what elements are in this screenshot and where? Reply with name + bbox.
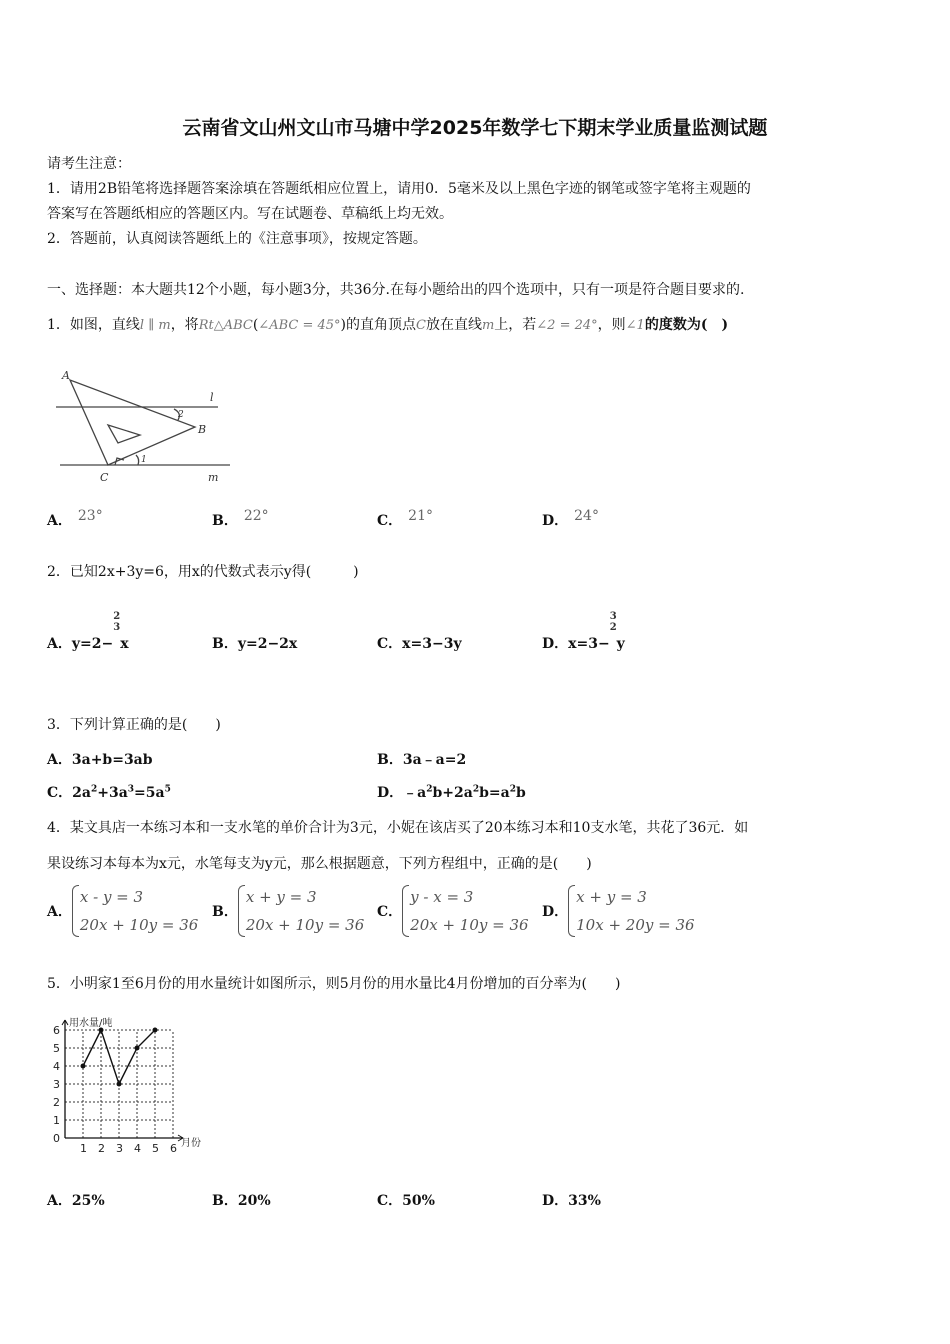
notice-item-2: 2．答题前，认真阅读答题纸上的《注意事项》，按规定答题。 xyxy=(47,231,427,247)
fraction-2-3: 2 3 xyxy=(113,611,121,633)
label-angle-1: 1 xyxy=(141,455,147,465)
label-A: A xyxy=(62,369,70,382)
y-tick-label: 4 xyxy=(53,1060,60,1073)
x-tick-label: 2 xyxy=(98,1142,105,1155)
x-axis-label: 月份 xyxy=(181,1138,201,1149)
y-tick-label: 0 xyxy=(53,1132,60,1145)
q4-option-b[interactable]: B． x + y = 3 20x + 10y = 36 xyxy=(212,883,364,939)
q4-option-d[interactable]: D． x + y = 3 10x + 20y = 36 xyxy=(542,883,695,939)
notice-item-1b: 答案写在答题纸相应的答题区内。写在试题卷、草稿纸上均无效。 xyxy=(47,206,453,222)
q5-option-a[interactable]: A．25% xyxy=(47,1193,105,1209)
y-axis-label: 用水量/吨 xyxy=(69,1018,113,1029)
triangle-inner xyxy=(108,425,140,443)
notice-item-1a: 1．请用2B铅笔将选择题答案涂填在答题纸相应位置上，请用0．5毫米及以上黑色字迹的钢笔或签字笔将主观题的 xyxy=(47,181,751,197)
page-title: 云南省文山州文山市马塘中学2025年数学七下期末学业质量监测试题 xyxy=(182,117,768,139)
question-5-stem: 5．小明家1至6月份的用水量统计如图所示，则5月份的用水量比4月份增加的百分率为( ) xyxy=(47,976,621,992)
q3-option-d[interactable]: D．$﹣a^2b+2a^2b=a^2b$ xyxy=(377,784,526,801)
data-point xyxy=(135,1046,140,1051)
label-m: m xyxy=(208,471,219,484)
q2-option-b[interactable]: B．y=2−2x xyxy=(212,636,298,652)
q1-option-a[interactable]: A． 23° xyxy=(47,508,103,529)
notice-heading: 请考生注意： xyxy=(47,156,131,172)
section-1-heading: 一、选择题：本大题共12个小题，每小题3分，共36分.在每小题给出的四个选项中，只有一项是符合题目要求的. xyxy=(47,282,745,298)
label-angle-2: 2 xyxy=(178,410,184,420)
y-tick-label: 5 xyxy=(53,1042,60,1055)
equation-system-d: x + y = 3 10x + 20y = 36 xyxy=(568,883,694,939)
fraction-3-2: 3 2 xyxy=(609,611,617,633)
y-tick-label: 6 xyxy=(53,1024,60,1037)
triangle-abc xyxy=(70,380,195,465)
q5-option-d[interactable]: D．33% xyxy=(542,1193,601,1209)
question-3-stem: 3．下列计算正确的是( ) xyxy=(47,717,221,733)
question-1-figure xyxy=(48,365,238,487)
data-point xyxy=(153,1028,158,1033)
q4-option-a[interactable]: A． x - y = 3 20x + 10y = 36 xyxy=(47,883,198,939)
question-4-stem-1: 4．某文具店一本练习本和一支水笔的单价合计为3元，小妮在该店买了20本练习本和10支水笔，共花了36元．如 xyxy=(47,820,749,836)
x-tick-label: 6 xyxy=(170,1142,177,1155)
q1-option-c[interactable]: C． 21° xyxy=(377,508,433,529)
q1-option-d[interactable]: D． 24° xyxy=(542,508,599,529)
equation-system-c: y - x = 3 20x + 10y = 36 xyxy=(402,883,528,939)
y-tick-label: 2 xyxy=(53,1096,60,1109)
x-tick-label: 3 xyxy=(116,1142,123,1155)
x-tick-label: 4 xyxy=(134,1142,141,1155)
q4-option-c[interactable]: C． y - x = 3 20x + 10y = 36 xyxy=(377,883,529,939)
q5-option-b[interactable]: B．20% xyxy=(212,1193,271,1209)
q2-option-d[interactable]: D．x=3− 3 2 y xyxy=(542,611,625,652)
x-tick-label: 5 xyxy=(152,1142,159,1155)
water-usage-chart xyxy=(40,1005,220,1155)
y-tick-label: 1 xyxy=(53,1114,60,1127)
y-tick-label: 3 xyxy=(53,1078,60,1091)
q1-option-b[interactable]: B． 22° xyxy=(212,508,269,529)
data-point xyxy=(117,1082,122,1087)
question-4-stem-2: 果设练习本每本为x元，水笔每支为y元，那么根据题意，下列方程组中，正确的是( ) xyxy=(47,856,592,872)
question-2-stem: 2．已知2x+3y=6，用x的代数式表示y得( ) xyxy=(47,564,359,580)
q3-option-c[interactable]: C．$2a^2+3a^3=5a^5$ xyxy=(47,784,171,801)
q2-option-c[interactable]: C．x=3−3y xyxy=(377,636,462,652)
q3-option-b[interactable]: B．3a﹣a=2 xyxy=(377,752,467,768)
q3-option-a[interactable]: A．3a+b=3ab xyxy=(47,752,153,768)
data-point xyxy=(81,1064,86,1069)
question-1-stem: 1．如图，直线l ∥ m，将Rt△ABC(∠ABC = 45°)的直角顶点C放在直线m上，若∠2 = 24°，则∠1的度数为( ) xyxy=(47,317,729,333)
label-l: l xyxy=(210,391,214,404)
equation-system-b: x + y = 3 20x + 10y = 36 xyxy=(238,883,364,939)
label-C: C xyxy=(100,471,109,484)
equation-system-a: x - y = 3 20x + 10y = 36 xyxy=(72,883,198,939)
q5-option-c[interactable]: C．50% xyxy=(377,1193,435,1209)
q2-option-a[interactable]: A．y=2− 2 3 x xyxy=(47,611,129,652)
label-B: B xyxy=(198,423,207,436)
x-tick-label: 1 xyxy=(80,1142,87,1155)
